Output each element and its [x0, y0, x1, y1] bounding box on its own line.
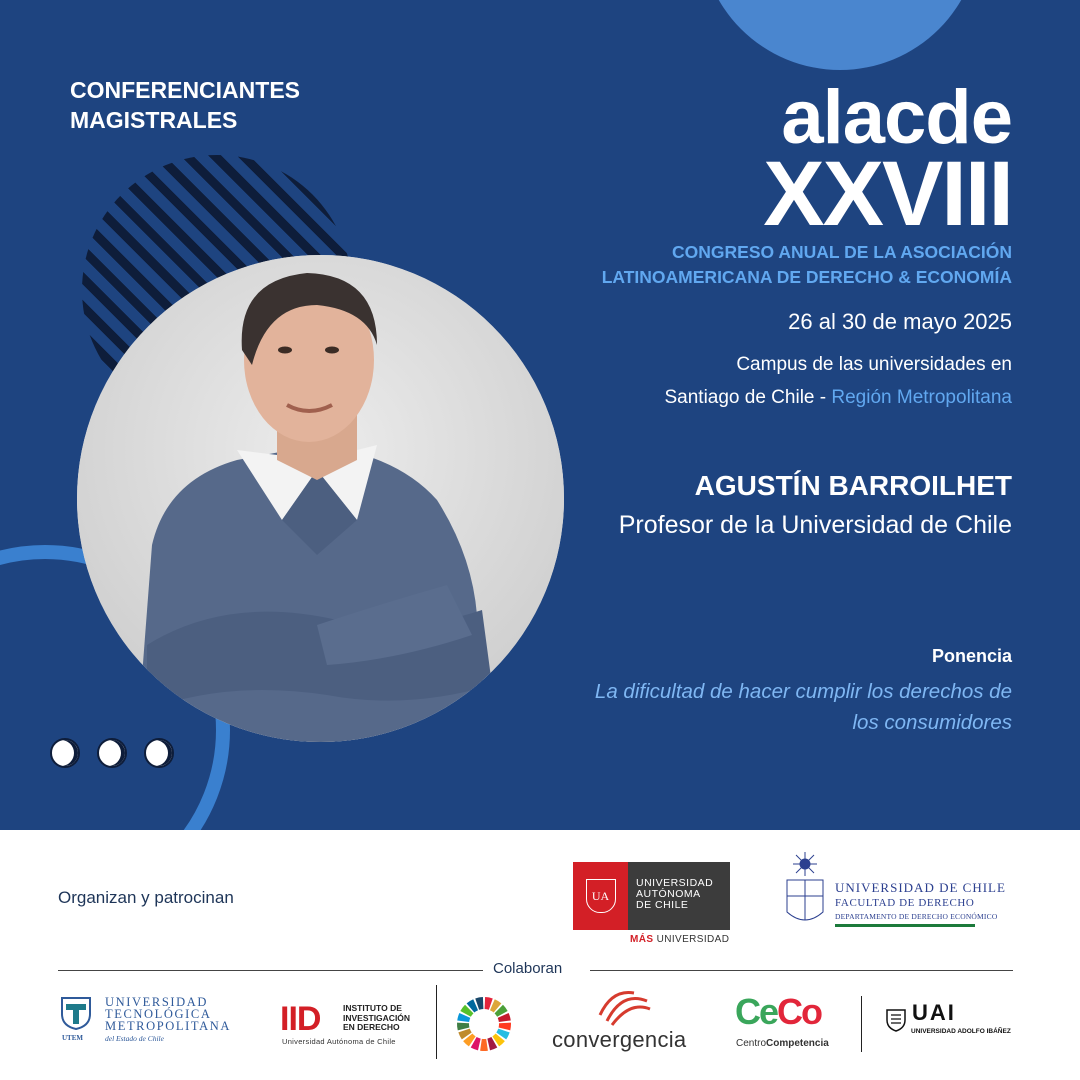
ua-tagline-rest: UNIVERSIDAD: [653, 934, 730, 945]
utem-logo: [60, 996, 250, 1046]
logo-separator: [436, 985, 437, 1059]
ua-tagline: [630, 934, 729, 945]
talk-label: Ponencia: [931, 646, 1012, 666]
ceco-ce: Ce: [735, 991, 778, 1032]
divider-line-left: [58, 970, 483, 971]
uchile-line3: DEPARTAMENTO DE DERECHO ECONÓMICO: [835, 912, 998, 921]
uchile-underline: [835, 924, 975, 927]
convergencia-logo: [552, 987, 702, 1057]
ua-tagline-bold: MÁS: [630, 934, 654, 945]
sdg-segment: [457, 1023, 469, 1031]
event-dates: 26 al 30 de mayo 2025: [788, 309, 1012, 334]
utem-line2: TECNOLÓGICA: [105, 1007, 212, 1021]
sdg-segment: [480, 1039, 488, 1051]
ua-line2: AUTÓNOMA: [636, 888, 701, 900]
uai-logo: [885, 1000, 1015, 1046]
ua-shield-icon: UA: [586, 879, 616, 913]
ceco-sub-regular: Centro: [736, 1038, 767, 1049]
uai-crest-icon: [885, 1008, 907, 1032]
ceco-sub-bold: Competencia: [766, 1038, 829, 1049]
ceco-co: Co: [777, 991, 822, 1032]
organizers-label: Organizan y patrocinan: [58, 888, 234, 907]
venue-line1: Campus de las universidades en: [736, 354, 1012, 375]
iid-line1: INSTITUTO DE: [343, 1003, 402, 1013]
event-brand: alacde: [781, 75, 1012, 160]
carousel-dots: [50, 738, 174, 768]
uchile-crest-icon: [783, 850, 828, 930]
utem-sub: del Estado de Chile: [105, 1034, 164, 1043]
speaker-photo: [77, 255, 564, 742]
speaker-portrait-illustration: [77, 255, 564, 742]
utem-shield-icon: [60, 996, 92, 1030]
event-venue: [572, 348, 1012, 414]
speaker-role: Profesor de la Universidad de Chile: [618, 511, 1012, 539]
logo-separator: [861, 996, 862, 1052]
iid-sub: Universidad Autónoma de Chile: [282, 1037, 396, 1046]
sdg-wheel-icon: [456, 996, 512, 1052]
iid-line3: EN DERECHO: [343, 1022, 400, 1032]
convergencia-swirl-icon: [552, 987, 702, 1029]
event-edition: XXVIII: [763, 143, 1012, 245]
collaborators-label: Colaboran: [493, 960, 563, 977]
utem-cap: UTEM: [62, 1034, 83, 1042]
ua-line3: DE CHILE: [636, 899, 689, 911]
venue-region: Región Metropolitana: [831, 387, 1012, 408]
iid-logo: [280, 1000, 430, 1050]
sdg-segment: [499, 1023, 511, 1031]
universidad-autonoma-logo: [573, 862, 730, 930]
carousel-dot: [144, 738, 174, 768]
congress-name-line2: LATINOAMERICANA DE DERECHO & ECONOMÍA: [601, 267, 1012, 287]
sponsors-footer: [0, 830, 1080, 1080]
congress-name: [492, 240, 1012, 290]
universidad-de-chile-logo: [783, 850, 1023, 930]
venue-city: Santiago de Chile -: [664, 387, 832, 408]
divider-line-right: [590, 970, 1013, 971]
centro-competencia-logo: [735, 991, 845, 1053]
collaborators-divider: [58, 960, 1013, 980]
iid-mark: IID: [280, 1000, 321, 1038]
section-label: CONFERENCIANTES MAGISTRALES: [70, 77, 301, 133]
congress-name-line1: CONGRESO ANUAL DE LA ASOCIACIÓN: [672, 242, 1012, 262]
uai-mark: UAI: [912, 1000, 956, 1025]
utem-line1: UNIVERSIDAD: [105, 995, 209, 1009]
carousel-dot: [97, 738, 127, 768]
iid-line2: INVESTIGACIÓN: [343, 1012, 411, 1023]
talk-title: La dificultad de hacer cumplir los derechos de los consumidores: [594, 680, 1012, 734]
speaker-name: AGUSTÍN BARROILHET: [694, 470, 1012, 501]
carousel-dot: [50, 738, 80, 768]
uchile-line1: UNIVERSIDAD DE CHILE: [835, 880, 1006, 895]
utem-line3: METROPOLITANA: [105, 1019, 232, 1033]
uchile-line2: FACULTAD DE DERECHO: [835, 897, 975, 909]
convergencia-text: convergencia: [552, 1027, 687, 1052]
decorative-circle-top: [700, 0, 980, 70]
sdg-wheel-logo: [456, 996, 512, 1052]
ua-line1: UNIVERSIDAD: [636, 877, 714, 889]
uai-sub: UNIVERSIDAD ADOLFO IBÁÑEZ: [911, 1028, 1011, 1035]
venue-line2: [572, 381, 1012, 414]
